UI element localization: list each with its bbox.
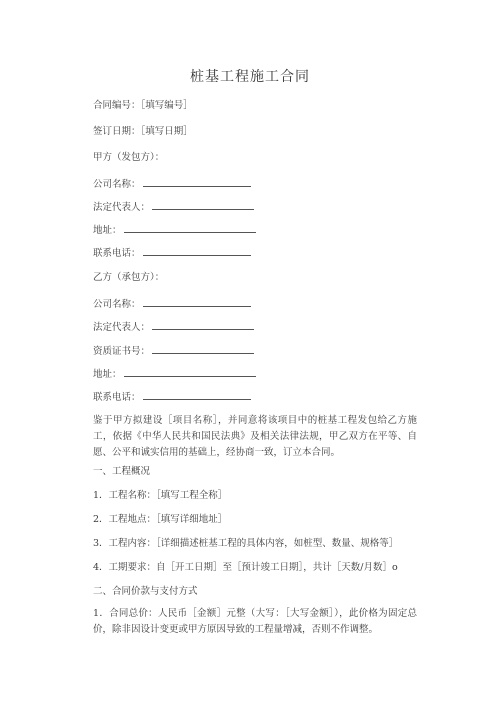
section1-item-1: 1．工程名称：［填写工程全称］: [93, 490, 228, 501]
party-b-heading: 乙方（承包方）：: [93, 272, 165, 283]
party-a-phone-blank: [143, 246, 251, 256]
party-a-rep-row: [93, 200, 254, 214]
party-a-company-row: [93, 177, 251, 191]
party-b-address-blank: [124, 367, 256, 377]
party-a-phone-label: 联系电话：: [93, 248, 141, 259]
sign-date: 签订日期：［填写日期］: [93, 126, 193, 137]
party-b-license-label: 资质证书号：: [93, 346, 151, 357]
party-b-company-blank: [143, 297, 251, 307]
party-b-rep-row: [93, 320, 254, 334]
party-b-company-row: [93, 297, 251, 311]
party-b-phone-row: [93, 390, 251, 404]
section2-item-1-paragraph: [77, 606, 417, 638]
party-a-address-row: [93, 223, 256, 237]
party-a-rep-blank: [152, 200, 254, 210]
party-b-license-blank: [152, 344, 254, 354]
page-title: 桩基工程施工合同: [190, 69, 310, 85]
party-b-phone-label: 联系电话：: [93, 392, 141, 403]
party-b-rep-blank: [152, 320, 254, 330]
party-a-rep-label: 法定代表人：: [93, 202, 151, 213]
intro-paragraph: [77, 413, 417, 461]
intro-text: 鉴于甲方拟建设［项目名称］，并同意将该项目中的桩基工程发包给乙方施工，依据《中华人民共和国民法典》及相关法律法规，甲乙双方在平等、自愿、公平和诚实信用的基础上，经协商一致，订立本合同。: [93, 415, 417, 458]
party-b-rep-label: 法定代表人：: [93, 322, 151, 333]
party-b-company-label: 公司名称：: [93, 299, 141, 310]
section1-item-2: 2．工程地点：［填写详细地址］: [93, 514, 228, 525]
party-a-address-label: 地址：: [93, 225, 122, 236]
party-a-company-blank: [143, 177, 251, 187]
party-a-heading: 甲方（发包方）：: [93, 152, 165, 163]
party-b-address-row: [93, 367, 256, 381]
party-b-license-row: [93, 344, 254, 358]
section1-item-4: 4．工期要求：自［开工日期］至［预计竣工日期］，共计［天数/月数］o: [93, 562, 398, 573]
section2-heading: 二、合同价款与支付方式: [93, 586, 198, 597]
party-b-address-label: 地址：: [93, 369, 122, 380]
section1-item-3: 3．工程内容：［详细描述桩基工程的具体内容，如桩型、数量、规格等］: [93, 538, 399, 549]
party-a-phone-row: [93, 246, 251, 260]
section1-heading: 一、工程概况: [93, 466, 151, 477]
party-a-address-blank: [124, 223, 256, 233]
party-a-company-label: 公司名称：: [93, 179, 141, 190]
section2-item-1: 1．合同总价：人民币［金额］元整（大写：［大写金额］），此价格为固定总价，除非因设计变更或甲方原因导致的工程量增减，否则不作调整。: [93, 608, 417, 635]
contract-number: 合同编号：［填写编号］: [93, 100, 193, 111]
party-b-phone-blank: [143, 390, 251, 400]
